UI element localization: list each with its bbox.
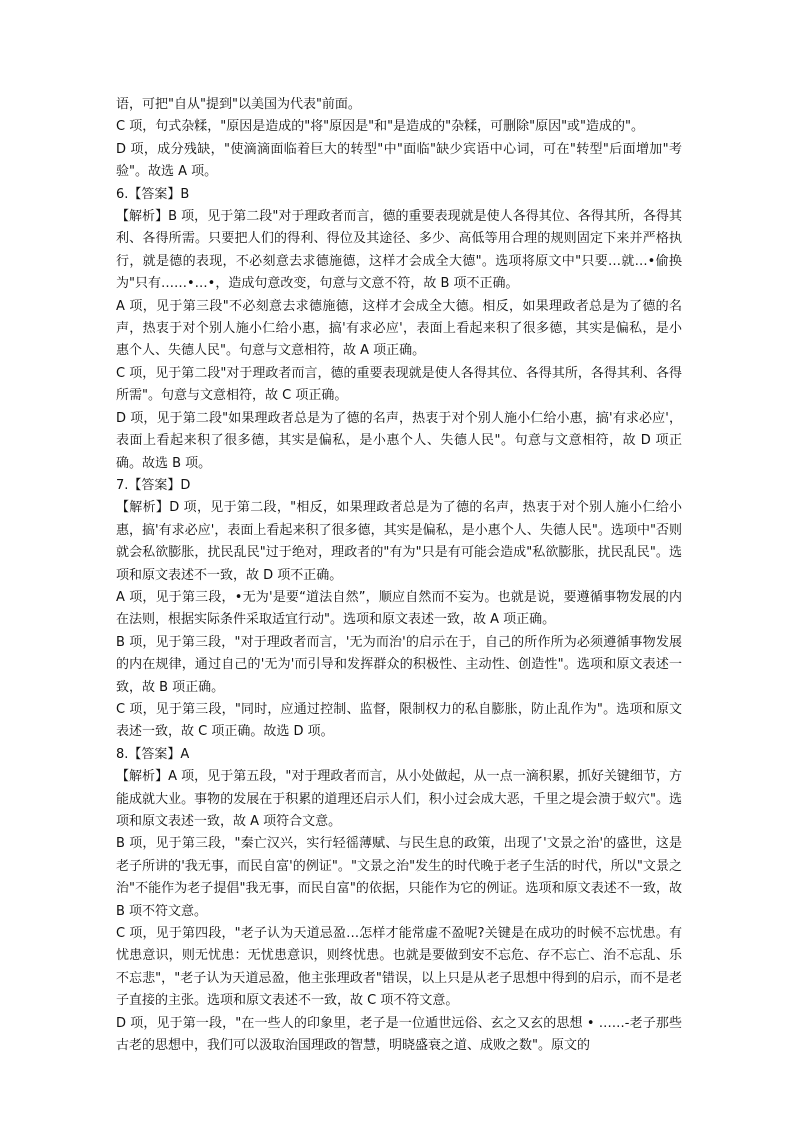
answer-heading-8: 8.【答案】A — [116, 746, 190, 762]
analysis-6-b: 【解析】B 项，见于第二段"对于理政者而言，德的重要表现就是使人各得其位、各得其所，各得其利、各得所需。只要把人们的得利、得位及其途径、多少、高低等用合理的规则固定下来并严格执行，就是德的表现，不必刻意去求德施德，这样才会成全大德"。选项将原文中"只要…就…•偷换为"只有……•…•，造成句意改变，句意与文意不符，故 B 项不正确。 — [116, 209, 682, 292]
analysis-6-c: C 项，见于第二段"对于理政者而言，德的重要表现就是使人各得其位、各得其所，各得其利、各得所需"。句意与文意相符，故 C 项正确。 — [116, 365, 682, 404]
analysis-8-b: B 项，见于第三段，"秦亡汉兴，实行轻徭薄赋、与民生息的政策，出现了'文景之治'的盛世，这是老子所讲的'我无事，而民自富'的例证"。"文景之治"发生的时代晚于老子生活的时代，所以"文景之治"不能作为老子提倡"我无事，而民自富"的依据，只能作为它的例证。选项和原文表述不一致，故 B 项不符文意。 — [116, 836, 682, 919]
document-page — [116, 94, 682, 1057]
analysis-6-a: A 项，见于第三段"不必刻意去求德施德，这样才会成全大德。相反，如果理政者总是为了德的名声，热衷于对个别人施小仁给小惠，搞'有求必应'，表面上看起来积了很多德，其实是偏私，是小惠个人、失德人民"。句意与文意相符，故 A 项正确。 — [116, 298, 682, 359]
analysis-6-d: D 项，见于第二段"如果理政者总是为了德的名声，热衷于对个别人施小仁给小惠，搞'有求必应'，表面上看起来积了很多德，其实是偏私，是小惠个人、失德人民"。句意与文意相符，故 D 项正确。故选 B 项。 — [116, 410, 682, 471]
analysis-7-b: B 项，见于第三段，"对于理政者而言，'无为而治'的启示在于，自己的所作所为必须遵循事物发展的内在规律，通过自己的'无为'而引导和发挥群众的积极性、主动性、创造性"。选项和原文表述一致，故 B 项正确。 — [116, 634, 682, 695]
analysis-8-c: C 项，见于第四段，"老子认为天道忌盈…怎样才能常虚不盈呢?关键是在成功的时候不忘忧患。有忧患意识，则无忧患：无忧患意识，则终忧患。也就是要做到安不忘危、存不忘亡、治不忘乱、乐不忘悲"，"老子认为天道忌盈，他主张理政者"错误，以上只是从老子思想中得到的启示，而不是老子直接的主张。选项和原文表述不一致，故 C 项不符文意。 — [116, 926, 682, 1009]
paragraph-continuation: 语，可把"自从"提到"以美国为代表"前面。 — [116, 97, 361, 112]
analysis-8-a: 【解析】A 项，见于第五段，"对于理政者而言，从小处做起，从一点一滴积累，抓好关键细节，方能成就大业。事物的发展在于积累的道理还启示人们，积小过会成大恶，千里之堤会溃于蚁穴"。选项和原文表述一致，故 A 项符合文意。 — [116, 769, 682, 829]
analysis-7-d: 【解析】D 项，见于第二段，"相反，如果理政者总是为了德的名声，热衷于对个别人施小仁给小惠，搞'有求必应'，表面上看起来积了很多德，其实是偏私，是小惠个人、失德人民"。选项中"否则就会私欲膨胀，扰民乱民"过于绝对，理政者的"有为"只是有可能会造成"私欲膨胀，扰民乱民"。选项和原文表述不一致，故 D 项不正确。 — [116, 500, 682, 583]
paragraph-option-c: C 项，句式杂糅，"原因是造成的"将"原因是"和"是造成的"杂糅，可删除"原因"或"造成的"。 — [116, 119, 645, 135]
answer-heading-7: 7.【答案】D — [116, 477, 191, 493]
paragraph-option-d: D 项，成分残缺，"使滴滴面临着巨大的转型"中"面临"缺少宾语中心词，可在"转型"后面增加"考验"。故选 A 项。 — [116, 141, 682, 180]
analysis-8-d: D 项，见于第一段，"在一些人的印象里，老子是一位遁世远俗、玄之又玄的思想 • ……-老子那些古老的思想中，我们可以汲取治国理政的智慧，明晓盛衰之道、成败之数"。原文的 — [116, 1015, 682, 1054]
analysis-7-a: A 项，见于第三段，•无为'是要“道法自然”，顺应自然而不妄为。也就是说，要遵循事物发展的内在法则，根据实际条件采取适宜行动"。选项和原文表述一致，故 A 项正确。 — [116, 589, 682, 628]
answer-heading-6: 6.【答案】B — [116, 186, 190, 202]
analysis-7-c: C 项，见于第三段，"同时，应通过控制、监督，限制权力的私自膨胀，防止乱作为"。选项和原文表述一致，故 C 项正确。故选 D 项。 — [116, 701, 682, 740]
